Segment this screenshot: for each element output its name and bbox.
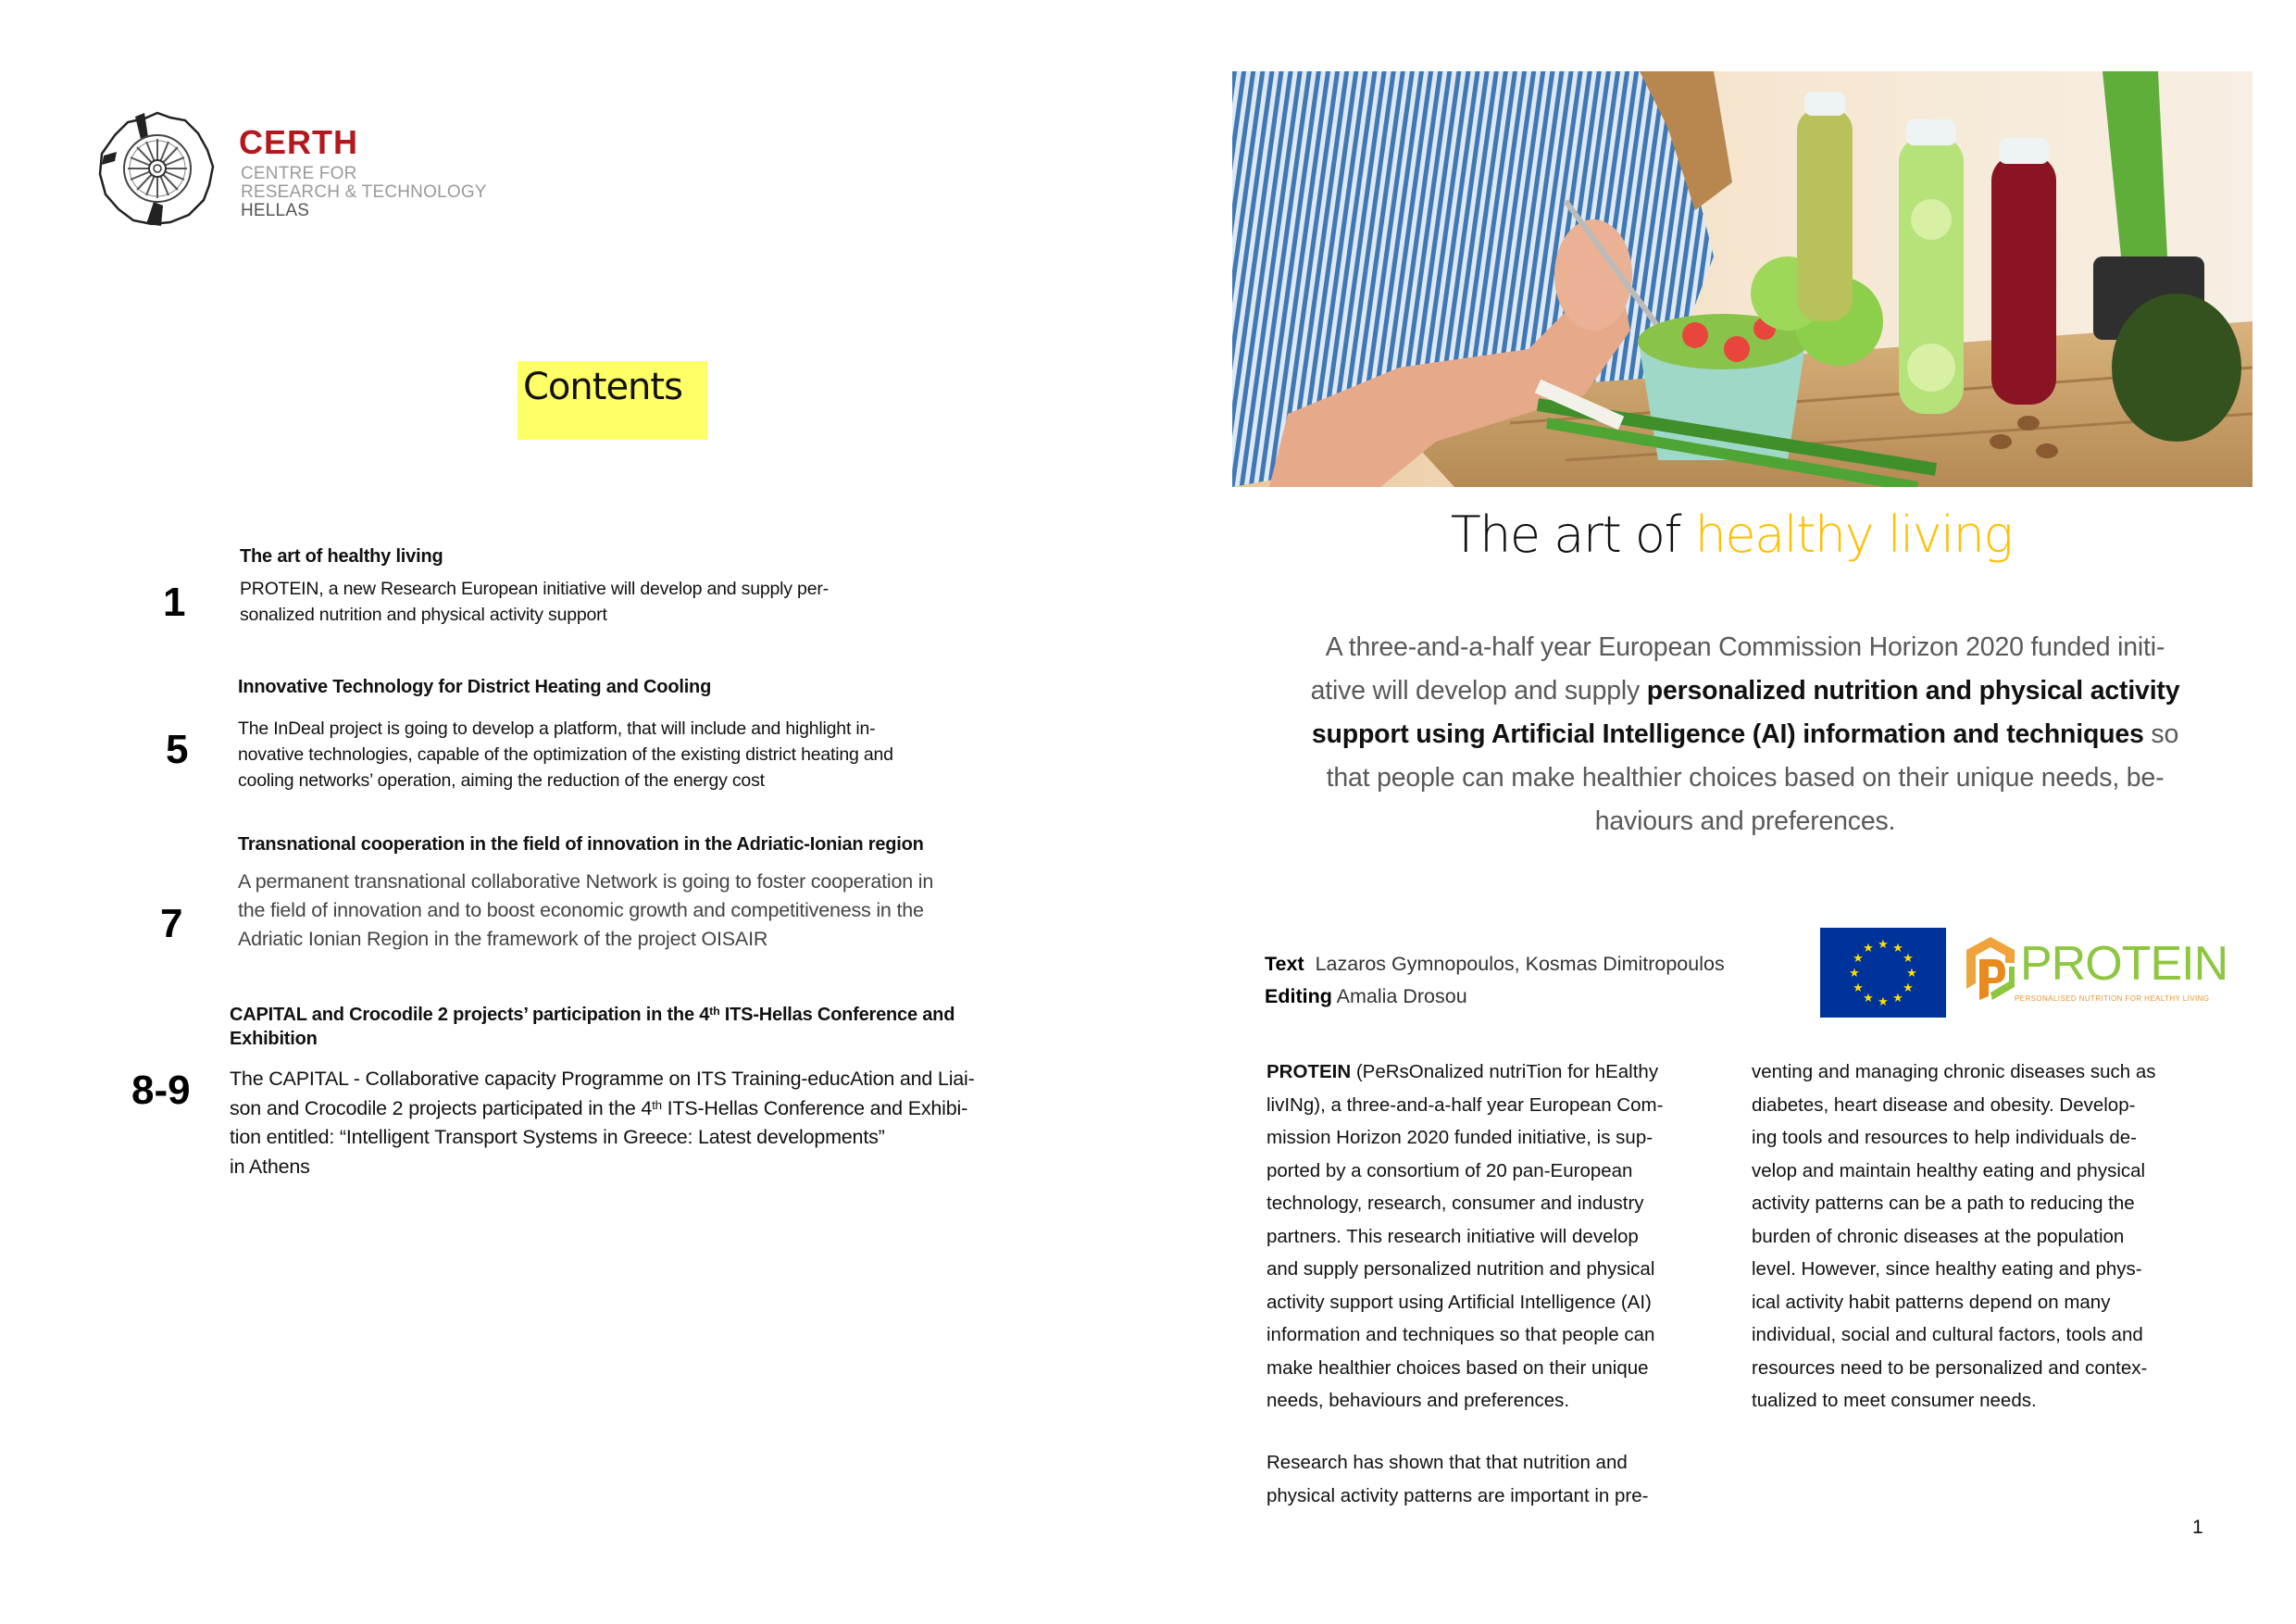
toc-body-line: tion entitled: “Intelligent Transport Systems in Greece: Latest developments” (230, 1126, 885, 1148)
certh-logo (96, 109, 494, 230)
intro-text: so (2143, 719, 2179, 749)
toc-item-body (240, 576, 829, 628)
body-line: ical activity habit patterns depend on many (1752, 1291, 2111, 1313)
protein-wordmark: PROTEIN (2020, 937, 2228, 991)
svg-text:★: ★ (1853, 981, 1864, 995)
body-line: mission Horizon 2020 funded initiative, is sup- (1267, 1127, 1653, 1148)
toc-item-body (230, 1065, 975, 1181)
credit-editing (1265, 981, 1820, 1013)
intro-line: haviours and preferences. (1594, 806, 1896, 836)
body-line: venting and managing chronic diseases such as (1752, 1061, 2156, 1082)
body-line: ing tools and resources to help individuals de- (1752, 1127, 2137, 1148)
contents-title: Contents (523, 366, 682, 408)
credit-value: Lazaros Gymnopoulos, Kosmas Dimitropoulos (1304, 953, 1725, 975)
article-title (1282, 505, 2180, 566)
credit-label: Text (1265, 953, 1304, 975)
toc-item-heading[interactable]: Innovative Technology for District Heating and Cooling (238, 677, 712, 697)
protein-hexagon-icon (1963, 935, 2018, 1002)
svg-text:★: ★ (1892, 992, 1903, 1006)
intro-text: ative will develop and supply (1310, 676, 1647, 706)
credits (1265, 948, 1820, 1013)
toc-body-line: A permanent transnational collaborative Network is going to foster cooperation in (238, 870, 934, 893)
hero-photo (1232, 71, 2252, 487)
toc-item-body (238, 868, 933, 954)
ordinal-suffix: th (652, 1097, 662, 1112)
title-accent: healthy living (1694, 506, 2013, 564)
svg-text:★: ★ (1903, 981, 1914, 995)
toc-item-heading[interactable]: The art of healthy living (240, 546, 443, 567)
body-line: partners. This research initiative will develop (1267, 1225, 1639, 1247)
toc-body-text: ITS-Hellas Conference and Exhibi- (661, 1096, 968, 1119)
toc-body-line (230, 1094, 975, 1124)
body-line (1267, 1056, 1729, 1089)
intro-line (1273, 669, 2217, 713)
toc-body-line: novative technologies, capable of the optimization of the existing district heating and (238, 744, 893, 765)
eu-flag-icon (1820, 928, 1946, 1018)
toc-body-line: cooling networks’ operation, aiming the reduction of the energy cost (238, 770, 765, 791)
ordinal-suffix: th (709, 1005, 720, 1018)
toc-heading-line (230, 1003, 1063, 1027)
intro-emphasis: personalized nutrition and physical activity (1646, 676, 2180, 706)
certh-name: CERTH (239, 123, 358, 161)
body-column-1 (1267, 1056, 1729, 1418)
body-line: activity patterns can be a path to reducing the (1752, 1193, 2135, 1214)
page-number: 1 (2192, 1517, 2203, 1538)
toc-body-line: PROTEIN, a new Research European initiative will develop and supply per- (240, 579, 829, 599)
body-line: livINg), a three-and-a-half year European Com- (1267, 1093, 1664, 1116)
certh-subtitle-line: CENTRE FOR (241, 164, 357, 183)
svg-text:★: ★ (1863, 942, 1874, 956)
intro-line: that people can make healthier choices based on their unique needs, be- (1326, 763, 2165, 793)
svg-text:★: ★ (1903, 952, 1914, 966)
article-intro (1273, 626, 2217, 843)
protein-tagline: PERSONALISED NUTRITION FOR HEALTHY LIVING (2015, 994, 2210, 1003)
toc-body-line: The CAPITAL - Collaborative capacity Programme on ITS Training-educAtion and Liai- (230, 1068, 975, 1090)
body-line: and supply personalized nutrition and physical (1267, 1258, 1655, 1280)
svg-text:★: ★ (1878, 995, 1889, 1009)
credit-text (1265, 948, 1820, 981)
toc-body-line: Adriatic Ionian Region in the framework of the project OISAIR (238, 928, 768, 950)
intro-line: A three-and-a-half year European Commission Horizon 2020 funded initi- (1325, 632, 2165, 662)
svg-text:★: ★ (1853, 952, 1864, 966)
credit-value: Amalia Drosou (1331, 985, 1467, 1007)
svg-text:★: ★ (1892, 942, 1903, 956)
toc-item-heading[interactable] (230, 1003, 1063, 1051)
body-text: (PeRsOnalized nutriTion for hEalthy (1351, 1061, 1659, 1082)
svg-text:★: ★ (1906, 967, 1917, 981)
svg-text:★: ★ (1863, 992, 1874, 1006)
body-line: Research has shown that that nutrition and (1267, 1452, 1628, 1473)
body-line: diabetes, heart disease and obesity. Develop- (1752, 1093, 2136, 1116)
toc-page-number[interactable]: 8-9 (131, 1068, 191, 1113)
contents-highlight (518, 361, 707, 440)
toc-body-line: sonalized nutrition and physical activity support (240, 605, 607, 625)
svg-text:★: ★ (1878, 938, 1889, 952)
body-line: tualized to meet consumer needs. (1752, 1390, 2037, 1411)
certh-emblem-icon (96, 109, 217, 228)
svg-text:★: ★ (1849, 967, 1860, 981)
toc-heading-line: Exhibition (230, 1029, 318, 1049)
certh-subtitle-line: RESEARCH & TECHNOLOGY (241, 182, 487, 202)
body-line: activity support using Artificial Intelligence (AI) (1267, 1291, 1652, 1313)
toc-item-body (238, 716, 893, 793)
body-line: make healthier choices based on their unique (1267, 1356, 1649, 1379)
title-plain: The art of (1450, 506, 1695, 564)
body-column-1-paragraph-2 (1267, 1446, 1729, 1512)
toc-body-text: son and Crocodile 2 projects participated in the 4 (230, 1096, 653, 1119)
body-column-2 (1752, 1056, 2215, 1418)
body-line: technology, research, consumer and industry (1267, 1193, 1644, 1214)
body-line: level. However, since healthy eating and phys- (1752, 1258, 2142, 1280)
toc-body-line: the field of innovation and to boost economic growth and competitiveness in the (238, 899, 924, 921)
protein-logo (1963, 935, 2228, 1009)
body-line: physical activity patterns are important in pre- (1267, 1484, 1649, 1506)
body-line: information and techniques so that people can (1267, 1324, 1655, 1345)
body-line: burden of chronic diseases at the population (1752, 1225, 2125, 1247)
certh-subtitle-line: HELLAS (241, 201, 310, 220)
toc-page-number[interactable]: 1 (163, 580, 186, 625)
body-line: velop and maintain healthy eating and physical (1752, 1159, 2146, 1181)
toc-item-heading[interactable]: Transnational cooperation in the field of innovation in the Adriatic-Ionian region (238, 834, 924, 855)
toc-heading-text: CAPITAL and Crocodile 2 projects’ participation in the 4 (230, 1005, 710, 1025)
body-line: needs, behaviours and preferences. (1267, 1390, 1570, 1411)
toc-page-number[interactable]: 5 (166, 727, 189, 772)
toc-page-number[interactable]: 7 (160, 901, 183, 946)
body-emphasis: PROTEIN (1267, 1061, 1352, 1082)
credit-label: Editing (1265, 985, 1332, 1007)
body-line: individual, social and cultural factors, tools and (1752, 1324, 2143, 1345)
body-line: resources need to be personalized and contex- (1752, 1356, 2148, 1379)
toc-heading-text: ITS-Hellas Conference and (719, 1005, 955, 1025)
toc-body-line: The InDeal project is going to develop a platform, that will include and highlight in- (238, 718, 876, 739)
intro-line (1273, 713, 2217, 756)
healthy-meal-illustration (1232, 71, 2252, 487)
body-line: ported by a consortium of 20 pan-European (1267, 1159, 1633, 1181)
toc-body-line: in Athens (230, 1155, 310, 1178)
intro-emphasis: support using Artificial Intelligence (AI) information and techniques (1311, 719, 2144, 749)
